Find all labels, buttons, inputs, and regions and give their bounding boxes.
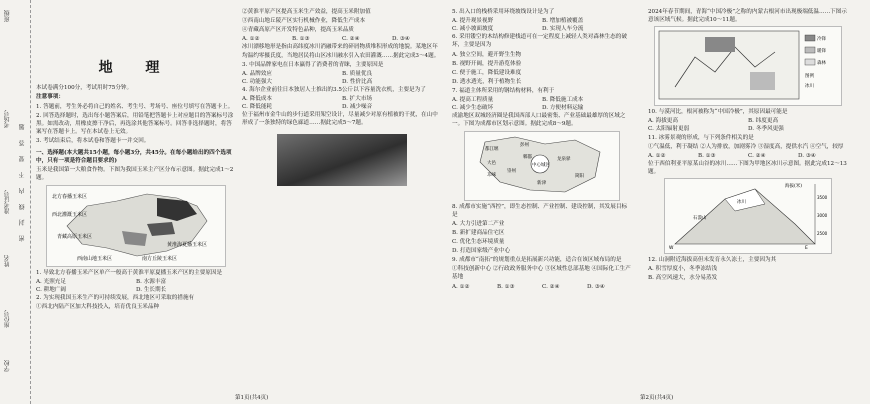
genhe-climate-map bbox=[654, 26, 842, 106]
q2-statement-3: ③西南山地丘陵产区实行机械作业，降低生产成本 bbox=[242, 18, 366, 25]
question-4: 4. 海尔企业前往日本独居人士推出的3.5公斤以下容量洗衣机，主要是为了 bbox=[242, 86, 426, 93]
chart12-label-1: 冰川 bbox=[737, 200, 746, 206]
q1-option-c[interactable]: C. 耕地广阔 bbox=[36, 286, 67, 293]
map2-label-8: 大邑 bbox=[487, 160, 496, 166]
q4-option-b[interactable]: B. 扩大市场 bbox=[342, 96, 373, 103]
exam-no-label: 准考证号 bbox=[4, 190, 11, 214]
q3-option-d[interactable]: D. 性价比高 bbox=[342, 78, 373, 85]
q3-option-c[interactable]: C. 功能强大 bbox=[242, 78, 273, 85]
china-map-svg bbox=[47, 186, 227, 264]
question-9: 9. 成都市“南拓”的规划重点是拓展新兴功能，适合在该区域布局的是 bbox=[452, 257, 622, 264]
q10-options bbox=[648, 117, 848, 133]
q1-option-a[interactable]: A. 光照充足 bbox=[36, 278, 66, 285]
map1-label-0: 北方春播玉米区 bbox=[52, 193, 88, 200]
q5-option-b[interactable]: B. 增加植被覆盖 bbox=[542, 18, 584, 25]
footer-page-2: 第2页(共4页) bbox=[640, 395, 674, 401]
legend-title: 图例 bbox=[805, 74, 814, 80]
q3-options bbox=[242, 70, 442, 86]
q12-option-b[interactable]: B. 高空风速大，水分易蒸发 bbox=[648, 275, 718, 282]
q5-option-c[interactable]: C. 减小坡面坡度 bbox=[452, 26, 494, 33]
q9-option-b[interactable]: B. ①③ bbox=[497, 283, 515, 290]
q10-option-b[interactable]: B. 纬度更高 bbox=[748, 118, 779, 125]
chart12-label-5: 3500 bbox=[817, 195, 828, 201]
map2-label-6: 新津 bbox=[537, 180, 546, 186]
map1-label-3: 西北灌溉玉米区 bbox=[52, 211, 88, 218]
q6-option-d[interactable]: D. 透水透光，利于植物生长 bbox=[452, 78, 522, 85]
q12-option-a[interactable]: A. 积雪厚度小，冬季冻结浅 bbox=[648, 266, 718, 273]
q6-option-c[interactable]: C. 便于施工，降低建设难度 bbox=[452, 69, 522, 76]
q2-statement-2: ②黄淮平原产区提高玉米生产效益，提高玉米附加值 bbox=[242, 9, 371, 15]
chart12-label-6: 3000 bbox=[817, 213, 828, 219]
q2-option-b[interactable]: B. ①③ bbox=[292, 36, 310, 43]
map1-label-5: 南方丘陵玉米区 bbox=[142, 255, 178, 262]
q10-option-a[interactable]: A. 海拔更高 bbox=[648, 118, 678, 125]
q9-options bbox=[452, 283, 632, 291]
paper-title: 地 理 bbox=[98, 60, 174, 76]
question-7: 7. 福道主体所采用的钢结构材料，有利于 bbox=[452, 87, 555, 94]
q11-option-a[interactable]: A. ①② bbox=[648, 152, 666, 159]
q2-option-d[interactable]: D. ③④ bbox=[392, 36, 410, 43]
q8-option-b[interactable]: B. 新扩建商品住宅区 bbox=[452, 229, 505, 236]
legend-label-2: 森林 bbox=[817, 61, 826, 67]
q9-statements: ①科技创新中心 ②行政政务服务中心 ③区域性总部基地 ④国际化工生产基地 bbox=[452, 266, 631, 281]
q8-option-c[interactable]: C. 优化生态环境质量 bbox=[452, 238, 505, 245]
q3-option-b[interactable]: B. 质量优良 bbox=[342, 70, 373, 77]
seat-no-label: 座位号 bbox=[4, 310, 11, 328]
seal-line-text: 密 封 线 内 不 要 答 题 bbox=[19, 120, 26, 242]
school-label: 学校 bbox=[4, 360, 11, 372]
q6-option-a[interactable]: A. 独立空间，避开野生生物 bbox=[452, 51, 522, 58]
class-label: 班级 bbox=[4, 10, 11, 22]
glacier-profile-svg bbox=[665, 179, 831, 251]
q3-option-a[interactable]: A. 品牌效应 bbox=[242, 70, 272, 77]
map2-label-5: 简阳 bbox=[575, 173, 584, 179]
q2-options bbox=[242, 35, 442, 43]
q5-option-d[interactable]: D. 实现人车分流 bbox=[542, 26, 584, 33]
q7-options bbox=[452, 96, 632, 112]
legend-label-0: 冷锋 bbox=[817, 37, 826, 43]
note-1: 1. 答题前，考生务必将自己的姓名、考生号、考场号、座位号填写在答题卡上。 bbox=[36, 103, 234, 110]
chart12-label-7: 2500 bbox=[817, 231, 828, 237]
genhe-map-svg bbox=[655, 27, 841, 103]
q11-options bbox=[648, 152, 848, 160]
note-2: 2. 回答选择题时，选出每小题答案后，用铅笔把答题卡上对应题目的答案标号涂黑。如需改动，用橡皮擦干净后，再选涂其他答案标号。回答非选择题时，将答案写在答题卡上。写在本试卷上无效。 bbox=[36, 112, 234, 135]
legend-label-4: 冰川 bbox=[805, 84, 814, 90]
glacier-profile-diagram bbox=[664, 178, 832, 254]
column-3 bbox=[452, 8, 632, 291]
column-4 bbox=[648, 8, 848, 283]
q11-option-d[interactable]: D. ③④ bbox=[798, 152, 816, 159]
question-3: 3. 中国品牌家电在日本赢得了消费者的青睐，主要原因是 bbox=[242, 61, 384, 68]
question-2: 2. 为实现我国玉米生产的可持续发展，西北地区可采取的措施有 bbox=[36, 294, 195, 301]
q6-option-b[interactable]: B. 视野开阔，提升游览体验 bbox=[452, 60, 522, 67]
intro-12-13: 位于西伯利亚平原某山谷的冰川……下图为甲地区冰川示意图。据此完成12～13题。 bbox=[648, 160, 847, 175]
q5-options bbox=[452, 17, 632, 33]
chart12-label-2: 石漠山 bbox=[693, 216, 707, 222]
question-6: 6. 采用镂空的木结构修建栈道可在一定程度上减轻人类对森林生态的破坏，主要是因为 bbox=[452, 34, 627, 49]
q4-option-d[interactable]: D. 减少噪音 bbox=[342, 104, 373, 111]
chart12-label-4: E bbox=[805, 246, 808, 252]
intro-1-2: 玉米是我国第一大粮食作物。下图为我国玉米主产区分布示意图。据此完成1～2题。 bbox=[36, 167, 234, 182]
q10-option-c[interactable]: C. 太阳辐射更弱 bbox=[648, 126, 690, 133]
q4-option-a[interactable]: A. 降低成本 bbox=[242, 96, 272, 103]
q1-options bbox=[36, 278, 236, 294]
chart12-label-3: W bbox=[669, 246, 674, 252]
q11-option-c[interactable]: C. ②④ bbox=[748, 152, 766, 159]
q7-option-a[interactable]: A. 提高工程质量 bbox=[452, 97, 494, 104]
legend-label-1: 暖锋 bbox=[817, 49, 826, 55]
q4-option-c[interactable]: C. 降低能耗 bbox=[242, 104, 273, 111]
q9-option-c[interactable]: C. ②④ bbox=[542, 283, 560, 290]
seat-label: 考场号 bbox=[4, 110, 11, 128]
footer-page-1: 第1页(共4页) bbox=[235, 395, 269, 401]
trail-photo bbox=[277, 134, 407, 186]
q2-option-c[interactable]: C. ②④ bbox=[342, 36, 360, 43]
map2-label-1: 彭州 bbox=[520, 142, 529, 148]
q7-option-b[interactable]: B. 降低施工成本 bbox=[542, 97, 584, 104]
q4-options bbox=[242, 95, 442, 111]
intro-5-7: 位于福州市金牛山的步行道采用架空设计，尽量减少对原有植被的干扰，在山中形成了一条独特的绿色廊道……据此完成5～7题。 bbox=[242, 112, 438, 127]
q5-option-a[interactable]: A. 提升观景视野 bbox=[452, 18, 494, 25]
intro-3-4: 冰川漂移地形是指由高纬度冰川消融带来的碎屑物质堆积形成的地貌。某地区年均温约零摄氏度，当地居民将山区冰川融水引入农田灌溉……据此完成3～4题。 bbox=[242, 44, 440, 59]
intro-8-9: 成渝地区双城经济圈是我国西部人口最密集、产业基础最雄厚的区域之一。下图为成都市区划示意图。据此完成8～9题。 bbox=[452, 113, 626, 128]
map1-label-4: 青藏高原玉米区 bbox=[57, 233, 93, 240]
q11-option-b[interactable]: B. ①③ bbox=[698, 152, 716, 159]
question-1: 1. 导致北方春播玉米产区单产一般高于黄淮平原夏播玉米产区的主要原因是 bbox=[36, 269, 223, 276]
q9-option-a[interactable]: A. ①② bbox=[452, 283, 470, 290]
q2-option-a[interactable]: A. ①② bbox=[242, 36, 260, 43]
map2-label-9: 崇州 bbox=[507, 168, 516, 174]
name-label: 姓名 bbox=[4, 255, 11, 267]
question-8: 8. 成都市实施“西控”，即生态控制、产业控制、建设控制，其发展目标是 bbox=[452, 203, 628, 218]
intro-10-11: 2024年春节期间，青海“中国冷极”之称的内蒙古根河市出现极端低温……下图示意该区域气候。据此完成10～11题。 bbox=[648, 9, 847, 24]
map2-label-0: 都江堰 bbox=[485, 146, 499, 152]
q11-statements: ①气温低，利于凝结 ②人为排放，加剧雾冷 ③湿度高，提供水汽 ④空气，较厚 bbox=[648, 143, 844, 150]
question-10: 10. 与漠河比，根河被称为“中国冷极”，其原因最可能是 bbox=[648, 109, 788, 116]
notes-head: 注意事项： bbox=[36, 94, 64, 101]
q9-option-d[interactable]: D. ③④ bbox=[587, 283, 605, 290]
instruction-head: 本试卷满分100分，考试用时75分钟。 bbox=[36, 85, 133, 92]
map2-label-3: 中心城区 bbox=[532, 162, 550, 168]
column-2 bbox=[242, 8, 442, 186]
map2-label-7: 邛崃 bbox=[487, 172, 496, 178]
q8-option-a[interactable]: A. 大力引进第二产业 bbox=[452, 220, 505, 227]
chart12-label-0: 海拔(米) bbox=[785, 184, 803, 190]
question-11: 11. 冰雾景观的形成，与下列条件相关的是 bbox=[648, 134, 754, 141]
q7-option-d[interactable]: D. 方便材料运输 bbox=[542, 105, 584, 112]
q7-option-c[interactable]: C. 减少生态破坏 bbox=[452, 105, 494, 112]
question-12: 12. 山洞附近海拔高但未发育永久冻土，主要因为其 bbox=[648, 257, 777, 264]
binding-margin bbox=[0, 0, 31, 404]
map1-label-1: 黄淮海夏播玉米区 bbox=[167, 241, 208, 248]
q2-statement-1: ①西北内陆产区加大科技投入，培育优良玉米品种 bbox=[36, 303, 160, 310]
note-3: 3. 考试结束后，将本试卷和答题卡一并交回。 bbox=[36, 137, 150, 144]
q10-option-d[interactable]: D. 冬季风更强 bbox=[748, 126, 784, 133]
chengdu-map-svg bbox=[465, 132, 619, 198]
chengdu-map bbox=[464, 131, 620, 201]
q1-option-b[interactable]: B. 水源丰富 bbox=[136, 278, 167, 285]
section-1-heading: 一、选择题(本大题共15小题，每小题3分，共45分。在每小题给出的四个选项中，只有一项是符合题目要求的) bbox=[36, 150, 232, 165]
q2-statement-4: ④青藏高原产区开发特色品种，提高玉米品质 bbox=[242, 27, 354, 34]
question-5: 5. 出入口的栈桥采用环绕坡线设计是为了 bbox=[452, 9, 555, 15]
map2-label-2: 郫都 bbox=[523, 154, 532, 160]
q8-option-d[interactable]: D. 打造国家级产业中心 bbox=[452, 248, 511, 255]
q1-option-d[interactable]: D. 生长期长 bbox=[136, 286, 167, 293]
corn-region-map bbox=[46, 185, 226, 267]
column-1 bbox=[36, 8, 236, 312]
map1-label-2: 西南山地玉米区 bbox=[77, 255, 113, 262]
map2-label-4: 龙泉驿 bbox=[557, 156, 571, 162]
